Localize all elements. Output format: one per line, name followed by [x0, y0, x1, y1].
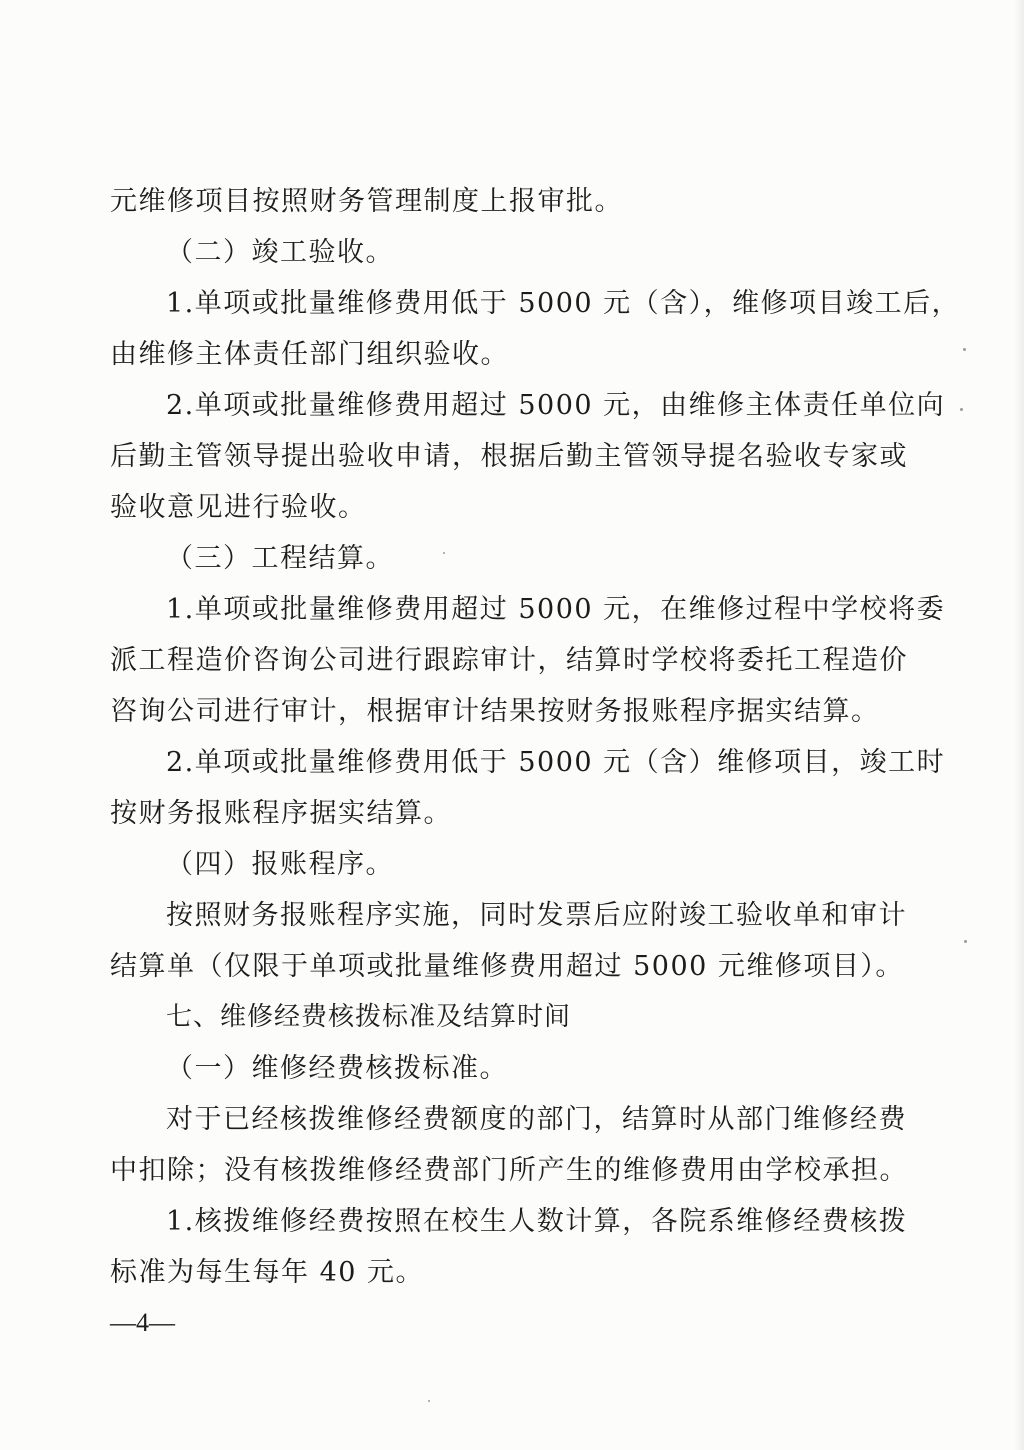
page-number: —4—: [110, 1308, 175, 1337]
scan-speck: [960, 408, 963, 411]
scan-speck: [963, 348, 966, 351]
paragraph-line: 1.核拨维修经费按照在校生人数计算，各院系维修经费核拨: [166, 1206, 908, 1237]
scan-speck: [428, 1400, 430, 1402]
paragraph-line: 按照财务报账程序实施，同时发票后应附竣工验收单和审计: [166, 900, 907, 931]
paragraph-line: 1.单项或批量维修费用超过 5000 元，在维修过程中学校将委: [166, 594, 946, 625]
section-heading-project-settlement: （三）工程结算。: [166, 543, 394, 574]
scan-edge-shadow: [1014, 0, 1024, 1450]
paragraph-line: 结算单（仅限于单项或批量维修费用超过 5000 元维修项目）。: [110, 951, 904, 982]
paragraph-line: 对于已经核拨维修经费额度的部门，结算时从部门维修经费: [166, 1104, 907, 1135]
section-heading-reimbursement-procedure: （四）报账程序。: [166, 849, 394, 880]
paragraph-line: 验收意见进行验收。: [110, 492, 367, 523]
chapter-heading-funding-standard: 七、维修经费核拨标准及结算时间: [166, 1002, 572, 1032]
section-heading-funding-standard: （一）维修经费核拨标准。: [166, 1053, 508, 1084]
document-body: [110, 176, 961, 1298]
paragraph-line: 按财务报账程序据实结算。: [110, 798, 452, 829]
paragraph-line: 后勤主管领导提出验收申请，根据后勤主管领导提名验收专家或: [110, 441, 908, 472]
scan-speck: [964, 940, 967, 943]
paragraph-line: 2.单项或批量维修费用超过 5000 元，由维修主体责任单位向: [166, 390, 946, 421]
paragraph-line: 咨询公司进行审计，根据审计结果按财务报账程序据实结算。: [110, 696, 880, 727]
paragraph-line: 由维修主体责任部门组织验收。: [110, 339, 509, 370]
section-heading-completion-acceptance: （二）竣工验收。: [166, 237, 394, 268]
paragraph-line: 元维修项目按照财务管理制度上报审批。: [110, 186, 623, 217]
paragraph-line: 中扣除；没有核拨维修经费部门所产生的维修费用由学校承担。: [110, 1155, 908, 1186]
paragraph-line: 派工程造价咨询公司进行跟踪审计，结算时学校将委托工程造价: [110, 645, 908, 676]
paragraph-line: 2.单项或批量维修费用低于 5000 元（含）维修项目，竣工时: [166, 747, 946, 778]
paragraph-line: 标准为每生每年 40 元。: [110, 1257, 425, 1288]
scan-speck: [443, 552, 445, 554]
paragraph-line: 1.单项或批量维修费用低于 5000 元（含），维修项目竣工后，: [166, 288, 961, 319]
